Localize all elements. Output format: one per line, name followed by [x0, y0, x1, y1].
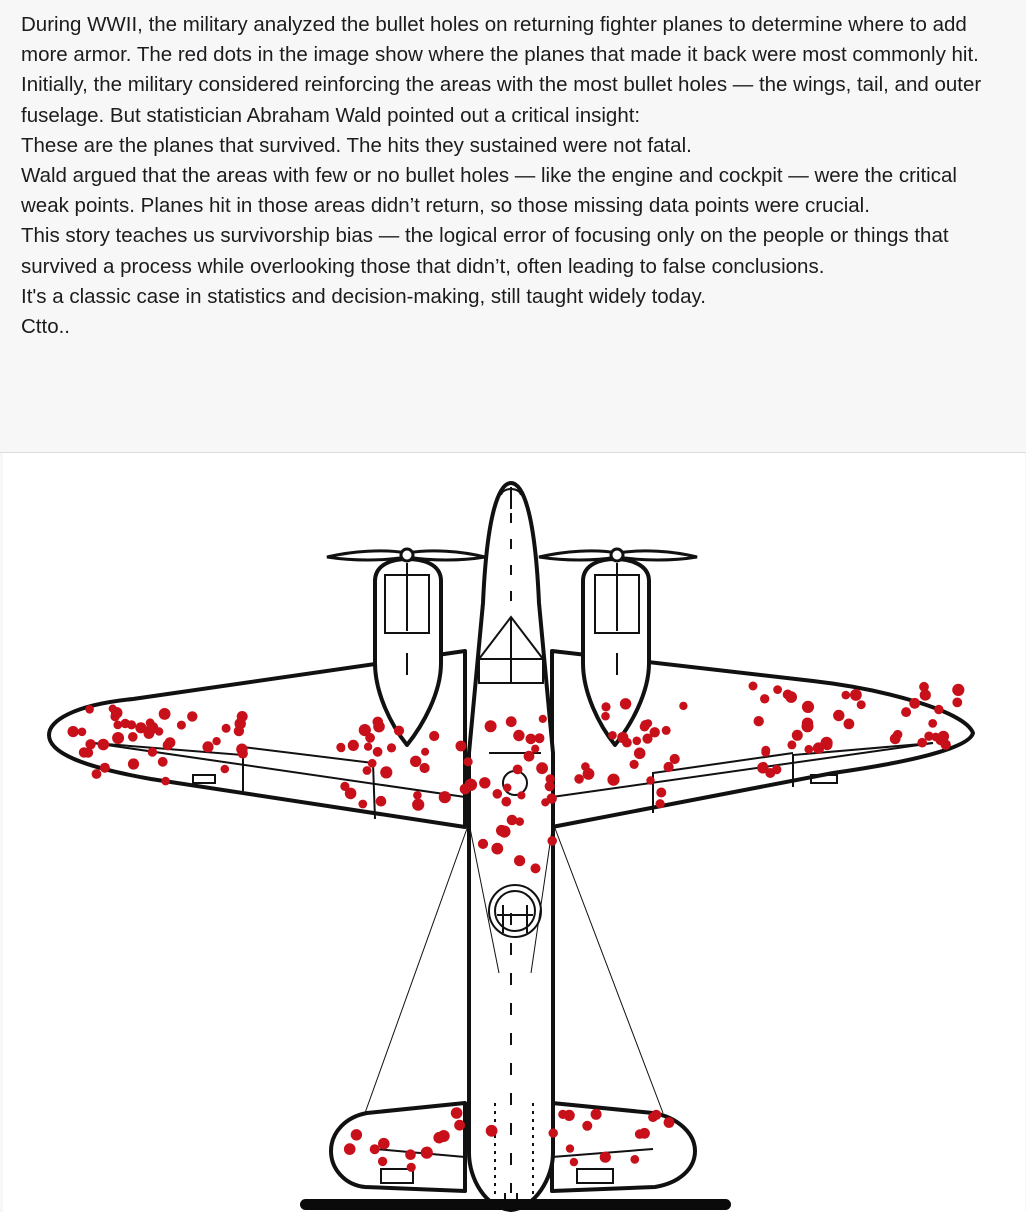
bullet-hit-171 — [378, 1157, 387, 1166]
bullet-hit-193 — [639, 1128, 650, 1139]
bullet-hit-154 — [920, 690, 931, 701]
bullet-hit-183 — [664, 1117, 675, 1128]
bullet-hit-107 — [601, 712, 610, 721]
bullet-hit-90 — [546, 774, 555, 783]
bullet-hit-99 — [662, 726, 671, 735]
bullet-hit-52 — [373, 747, 383, 757]
bullet-hit-182 — [600, 1152, 611, 1163]
bullet-hit-72 — [517, 791, 525, 799]
bullet-hit-28 — [112, 732, 124, 744]
bullet-hit-178 — [370, 1144, 380, 1154]
bullet-hit-45 — [363, 766, 372, 775]
bullet-hit-192 — [549, 1128, 558, 1137]
bullet-hit-85 — [501, 797, 511, 807]
bullet-hit-30 — [148, 747, 157, 756]
bullet-hit-37 — [161, 777, 170, 786]
bullet-hit-49 — [359, 724, 371, 736]
bullet-hit-172 — [351, 1129, 362, 1140]
bullet-hit-134 — [760, 694, 769, 703]
bullet-hit-55 — [368, 759, 377, 768]
bullet-hit-5 — [222, 724, 231, 733]
bullet-hit-1 — [68, 726, 79, 737]
bullet-hit-69 — [526, 734, 537, 745]
bullet-hit-67 — [380, 766, 392, 778]
bullet-hit-39 — [128, 758, 139, 769]
bullet-hit-59 — [456, 741, 467, 752]
bullet-hit-135 — [890, 733, 901, 744]
bullet-hit-131 — [934, 705, 943, 714]
bullet-hit-43 — [373, 717, 384, 728]
bullet-hit-186 — [566, 1144, 574, 1152]
bullet-hit-102 — [633, 737, 642, 746]
bullet-hit-98 — [634, 748, 646, 760]
bullet-hit-179 — [421, 1147, 433, 1159]
bullet-hit-96 — [496, 825, 507, 836]
bullet-hit-145 — [833, 710, 844, 721]
bullet-hit-31 — [202, 741, 213, 752]
bullet-hit-168 — [433, 1132, 445, 1144]
bullet-hit-92 — [485, 720, 497, 732]
bullet-hit-128 — [792, 730, 803, 741]
post-text — [21, 10, 1006, 342]
bullet-hit-25 — [177, 721, 186, 730]
bullet-hit-155 — [804, 745, 813, 754]
bullet-hit-161 — [787, 740, 796, 749]
bullet-hit-34 — [144, 728, 155, 739]
bullet-hit-139 — [802, 701, 814, 713]
post-image[interactable] — [3, 453, 1025, 1212]
bullet-hit-65 — [348, 740, 359, 751]
bullet-hit-33 — [121, 719, 130, 728]
bullet-hit-117 — [617, 732, 628, 743]
bullet-hit-174 — [378, 1138, 390, 1150]
bullet-hit-89 — [465, 779, 477, 791]
bullet-hit-169 — [407, 1163, 416, 1172]
bullet-hit-152 — [761, 748, 770, 757]
bullet-hit-191 — [570, 1158, 578, 1166]
bullet-hit-32 — [163, 740, 173, 750]
bullet-hit-80 — [524, 751, 535, 762]
bullet-hit-76 — [506, 716, 517, 727]
bullet-hit-16 — [78, 728, 87, 737]
bullet-hit-71 — [478, 839, 488, 849]
bullet-hit-56 — [439, 791, 451, 803]
bullet-hit-84 — [539, 715, 547, 723]
bullet-hit-95 — [464, 757, 473, 766]
bullet-hit-165 — [757, 762, 768, 773]
bullet-hit-148 — [754, 716, 764, 726]
post-paragraph-4: Wald argued that the areas with few or no bullet holes — like the engine and cockpit — were the critical weak points. Planes hit in those areas didn’t return, so those missing data points were crucial. — [21, 164, 957, 218]
bullet-hit-24 — [85, 705, 94, 714]
bullet-hit-68 — [503, 784, 511, 792]
post-paragraph-1: During WWII, the military analyzed the bullet holes on returning fighter planes to determine where to add more armor. The red dots in the image show where the planes that made it back were most commonly hit. — [21, 13, 979, 67]
bullet-hit-97 — [479, 777, 490, 788]
post-paragraph-6: It's a classic case in statistics and decision-making, still taught widely today. — [21, 284, 706, 308]
bullet-hit-114 — [641, 720, 651, 730]
bullet-hit-151 — [857, 700, 866, 709]
bullet-hit-9 — [159, 708, 171, 720]
bullet-hit-170 — [451, 1107, 463, 1119]
bullet-hit-47 — [410, 756, 421, 767]
bullet-hit-110 — [646, 776, 654, 784]
bullet-hit-190 — [558, 1110, 567, 1119]
bullet-hit-138 — [822, 740, 833, 751]
bullet-hit-36 — [92, 769, 102, 779]
bullet-hit-159 — [783, 690, 793, 700]
bullet-hit-61 — [412, 799, 424, 811]
bullet-hit-78 — [491, 843, 503, 855]
bullet-hit-158 — [952, 698, 962, 708]
bullet-hit-54 — [421, 748, 429, 756]
bullet-hit-116 — [642, 734, 652, 744]
bullet-hit-122 — [547, 793, 557, 803]
bullet-hit-50 — [420, 763, 430, 773]
bullet-hit-187 — [651, 1110, 661, 1120]
bullet-hit-41 — [221, 765, 230, 774]
bullet-hit-176 — [344, 1143, 356, 1155]
bullet-hit-8 — [212, 737, 220, 745]
bullet-hit-35 — [100, 763, 110, 773]
bullet-hit-185 — [582, 1121, 592, 1131]
post-paragraph-5: This story teaches us survivorship bias — the logical error of focusing only on the people or things that survived a process while overlooking those that didn’t, often leading to false conclusions. — [21, 224, 949, 278]
bullet-hit-70 — [513, 765, 523, 775]
bullet-hit-175 — [405, 1149, 416, 1160]
bullet-hit-91 — [547, 836, 557, 846]
bullet-hit-93 — [514, 855, 525, 866]
bullet-hit-6 — [110, 712, 119, 721]
bullet-hit-11 — [109, 705, 117, 713]
bullet-hit-124 — [842, 691, 851, 700]
bullet-hit-147 — [928, 719, 937, 728]
post-paragraph-2: Initially, the military considered reinforcing the areas with the most bullet holes — the wings, tail, and outer fuselage. But statistician Abraham Wald pointed out a critical insight: — [21, 73, 982, 127]
bullet-hit-57 — [429, 731, 439, 741]
bullet-hit-149 — [850, 689, 862, 701]
bullet-hit-64 — [340, 782, 349, 791]
bullet-hit-189 — [591, 1109, 602, 1120]
bullet-hit-82 — [536, 762, 548, 774]
bullet-hit-115 — [630, 760, 639, 769]
bullet-hit-120 — [607, 774, 619, 786]
bullet-hit-143 — [749, 682, 758, 691]
bullet-hit-141 — [773, 685, 782, 694]
bullet-hit-23 — [98, 739, 110, 751]
bullet-hit-173 — [486, 1125, 498, 1137]
bullet-hit-86 — [507, 815, 518, 826]
bullet-hit-20 — [187, 711, 197, 721]
bullet-hit-177 — [454, 1120, 465, 1131]
bullet-hit-108 — [601, 702, 610, 711]
bullet-hit-66 — [376, 796, 387, 807]
bullet-hit-87 — [513, 730, 524, 741]
bullet-hit-160 — [931, 733, 940, 742]
bullet-hit-19 — [83, 748, 93, 758]
bullet-hit-123 — [574, 774, 584, 784]
bullet-hit-112 — [656, 799, 665, 808]
bullet-hit-77 — [493, 789, 503, 799]
bullet-hit-104 — [679, 702, 687, 710]
bullet-hit-156 — [952, 684, 964, 696]
bullet-hit-62 — [337, 744, 345, 752]
bullet-hit-27 — [235, 718, 246, 729]
bullet-hit-127 — [844, 719, 855, 730]
bullet-hit-15 — [128, 732, 138, 742]
bullet-hit-53 — [364, 743, 372, 751]
bullet-hit-74 — [531, 745, 539, 753]
bullet-hit-119 — [608, 731, 617, 740]
bullet-hit-46 — [358, 800, 367, 809]
plane-diagram — [3, 453, 1025, 1212]
bullet-hit-118 — [656, 788, 666, 798]
post-paragraph-3: These are the planes that survived. The hits they sustained were not fatal. — [21, 133, 692, 157]
bullet-hit-60 — [413, 791, 422, 800]
bullet-hit-51 — [387, 743, 396, 752]
post-paragraph-7: Ctto.. — [21, 315, 70, 339]
bullet-hit-140 — [901, 707, 911, 717]
bullet-hit-188 — [630, 1155, 639, 1164]
home-indicator[interactable] — [300, 1199, 731, 1210]
bullet-hit-94 — [535, 733, 545, 743]
bullet-hit-88 — [531, 863, 541, 873]
bullet-hit-144 — [802, 720, 814, 732]
bullet-hit-106 — [620, 698, 631, 709]
bullet-hit-105 — [583, 768, 595, 780]
bullet-hit-40 — [238, 748, 248, 758]
bullet-hit-111 — [670, 754, 680, 764]
bullet-hit-136 — [909, 698, 920, 709]
bullet-hit-121 — [664, 762, 674, 772]
bullet-hit-63 — [394, 726, 404, 736]
bullet-hit-38 — [158, 757, 168, 767]
